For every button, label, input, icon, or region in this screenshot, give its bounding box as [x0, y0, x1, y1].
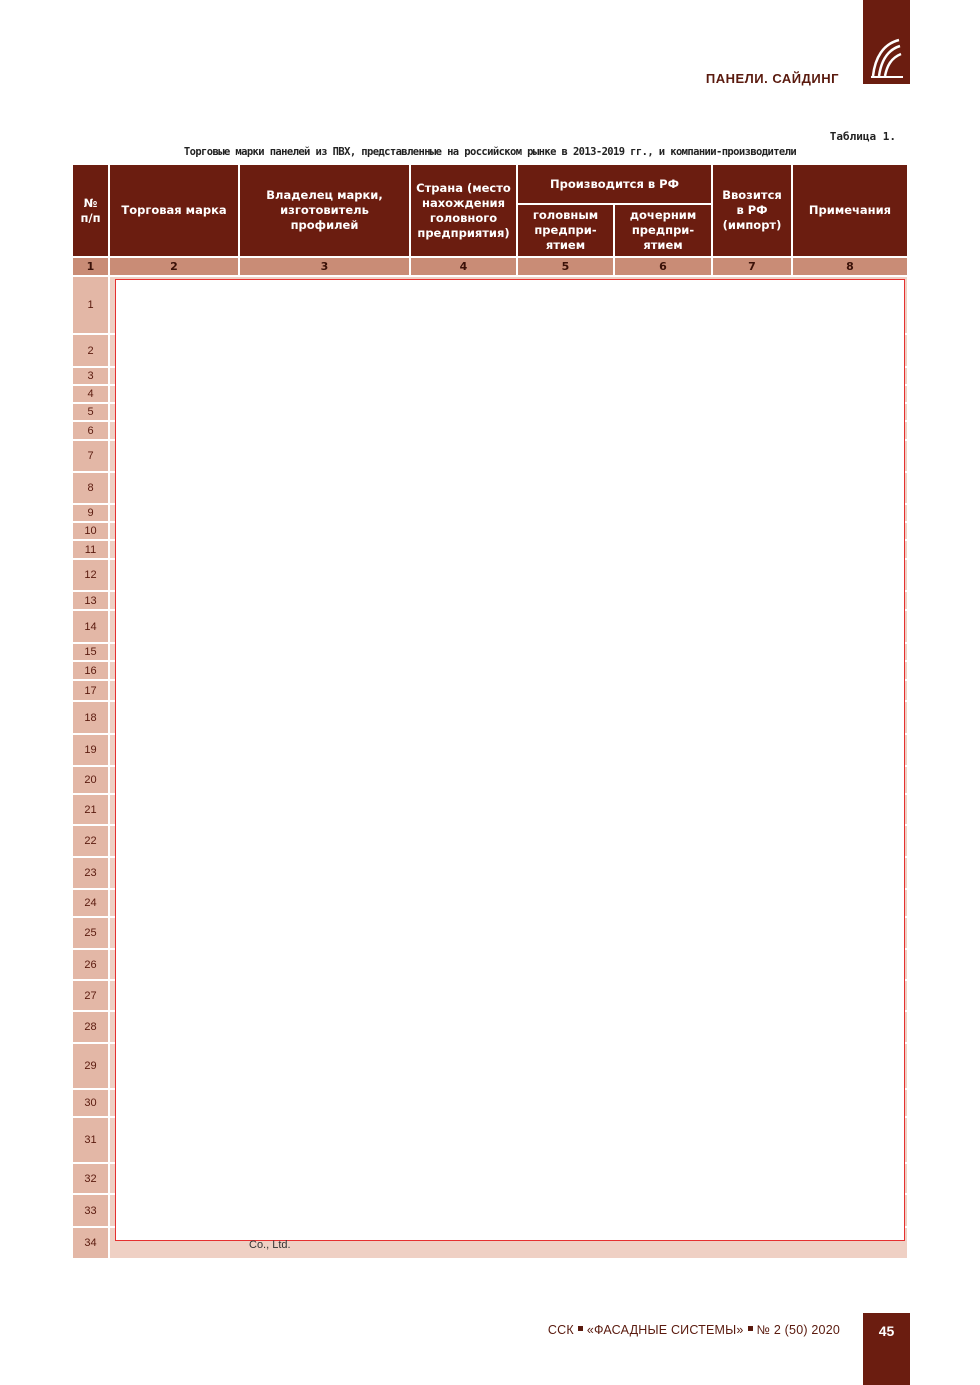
row-number: 8 — [73, 473, 108, 503]
row-number: 18 — [73, 702, 108, 733]
row-number: 19 — [73, 735, 108, 765]
row-number: 12 — [73, 560, 108, 590]
col-number: 7 — [713, 258, 793, 275]
row-number: 20 — [73, 767, 108, 793]
row-number: 9 — [73, 505, 108, 521]
footer-issue: № 2 (50) 2020 — [756, 1323, 840, 1337]
row-number: 21 — [73, 795, 108, 824]
row-number: 17 — [73, 681, 108, 700]
row-number: 28 — [73, 1012, 108, 1042]
col-header-owner: Владелец марки, изготовитель профилей — [240, 165, 411, 258]
row-number: 14 — [73, 611, 108, 642]
row-number: 27 — [73, 981, 108, 1010]
col-number: 4 — [411, 258, 518, 275]
row-number: 7 — [73, 441, 108, 471]
col-number: 5 — [518, 258, 615, 275]
table-number: Таблица 1. — [829, 130, 896, 143]
row-number: 16 — [73, 662, 108, 679]
row-number: 23 — [73, 858, 108, 888]
col-header-head-enterprise: головным предпри- ятием — [518, 205, 615, 258]
section-title: ПАНЕЛИ. САЙДИНГ — [705, 71, 839, 86]
footer-publisher: ССК — [547, 1323, 574, 1337]
redaction-box — [115, 279, 905, 1241]
row-number: 2 — [73, 335, 108, 366]
row-number: 5 — [73, 404, 108, 420]
row-number: 10 — [73, 523, 108, 539]
col-number: 8 — [793, 258, 907, 275]
row-number: 31 — [73, 1118, 108, 1162]
row-number: 26 — [73, 950, 108, 979]
logo-tab — [863, 0, 910, 84]
col-number: 2 — [110, 258, 240, 275]
magazine-logo-icon — [869, 36, 905, 80]
col-header-produced-rf: Производится в РФ — [518, 165, 713, 205]
row-number: 32 — [73, 1164, 108, 1193]
table-caption: Торговые марки панелей из ПВХ, представленные на российском рынке в 2013-2019 гг., и компании-производители — [183, 146, 797, 158]
col-header-subsidiary: дочерним предпри- ятием — [615, 205, 713, 258]
row-number: 3 — [73, 368, 108, 384]
separator-square-icon — [578, 1326, 583, 1331]
row-number: 1 — [73, 277, 108, 333]
row-number: 11 — [73, 541, 108, 558]
col-header-country: Страна (место нахождения головного предприятия) — [411, 165, 518, 258]
col-header-notes: Примечания — [793, 165, 907, 258]
footer-publication — [548, 1323, 840, 1337]
partial-cell-text: Co., Ltd. — [249, 1239, 291, 1251]
row-number: 22 — [73, 826, 108, 856]
col-number: 6 — [615, 258, 713, 275]
row-number: 15 — [73, 644, 108, 660]
col-header-imported: Ввозится в РФ (импорт) — [713, 165, 793, 258]
col-number: 1 — [73, 258, 110, 275]
footer-magazine: «ФАСАДНЫЕ СИСТЕМЫ» — [586, 1323, 744, 1337]
col-header-brand: Торговая марка — [110, 165, 240, 258]
row-number: 33 — [73, 1195, 108, 1226]
row-number: 29 — [73, 1044, 108, 1088]
row-number: 25 — [73, 918, 108, 948]
separator-square-icon — [748, 1326, 753, 1331]
row-number: 13 — [73, 592, 108, 609]
page-number-tab — [863, 1313, 910, 1385]
col-header-num: № п/п — [73, 165, 110, 258]
row-number: 34 — [73, 1228, 108, 1258]
row-number: 30 — [73, 1090, 108, 1116]
row-number: 6 — [73, 422, 108, 439]
page-number: 45 — [878, 1323, 895, 1339]
col-number: 3 — [240, 258, 411, 275]
row-number: 4 — [73, 386, 108, 402]
row-number: 24 — [73, 890, 108, 916]
